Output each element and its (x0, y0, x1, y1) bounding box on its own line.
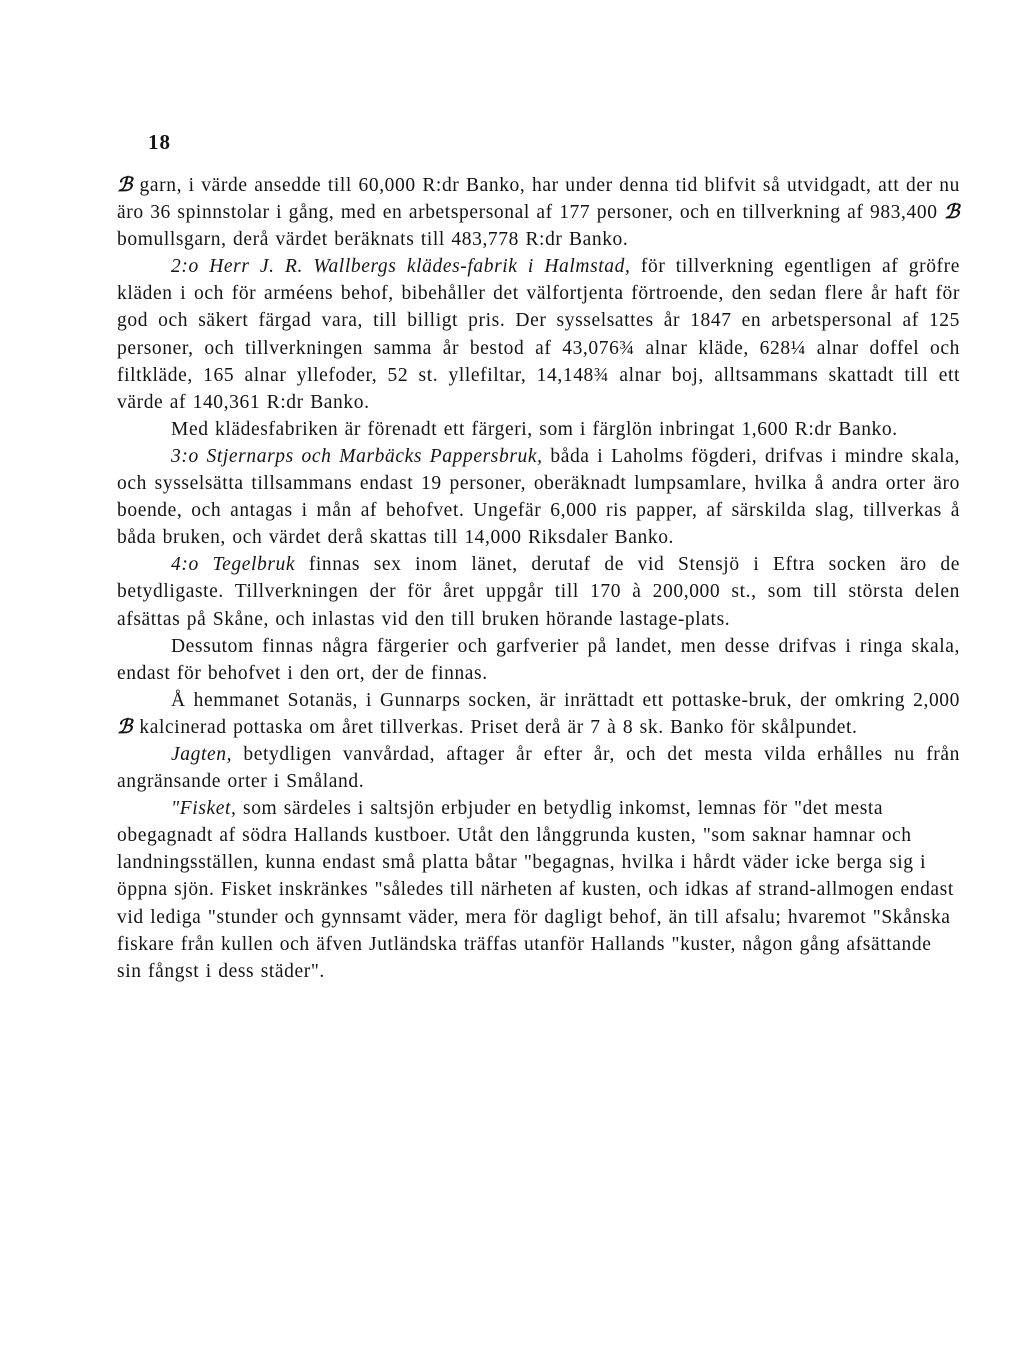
paragraph-fishing-quote (117, 795, 960, 985)
paragraph-lead: Jagten, (171, 743, 233, 765)
paragraph-potash (117, 687, 960, 741)
paragraph-lead: 3:o Stjernarps och Marbäcks Pappersbruk, (171, 445, 543, 467)
paragraph-text: betydligen vanvårdad, aftager år efter år, och det mesta vilda erhålles nu från angränsande orter i Småland. (117, 743, 960, 793)
paragraph-text: Å hemmanet Sotanäs, i Gunnarps socken, är inrättadt ett pottaske-bruk, der omkring 2,000 (171, 689, 960, 711)
paragraph-text: båda i Laholms fögderi, drifvas i mindre skala, och sysselsätta tillsammans endast 19 personer, oberäknadt lumpsamlare, hvilka å andra orter äro boende, och antagas i mån af behofvet. Ungefär 6,000 ris papper, af särskilda slag, tillverkas å båda bruken, och värdet derå skattas till 14,000 Riksdaler Banko. (117, 445, 960, 549)
paragraph-paper-mills (117, 443, 960, 551)
pound-unit-symbol: ℬ (117, 175, 133, 196)
paragraph-text: finnas sex inom länet, derutaf de vid Stensjö i Eftra socken äro de betydligaste. Tillverkningen der för året uppgår till 170 à 200,000 st., som till största delen afsättas på Skåne, och inlastas vid den till bruken hörande lastage-plats. (117, 554, 961, 630)
paragraph-text: kalcinerad pottaska om året tillverkas. Priset derå är 7 à 8 sk. Banko för skålpundet. (139, 716, 858, 738)
page-number: 18 (148, 130, 171, 154)
paragraph-tanneries (117, 633, 960, 687)
paragraph-hunting (117, 741, 960, 795)
pound-unit-symbol: ℬ (944, 202, 960, 224)
paragraph-text: garn, i värde ansedde till 60,000 R:dr Banko, har under denna tid blifvit så utvidgadt, att der nu äro 36 spinnstolar i gång, med en arbetspersonal af 177 personer, och en tillverkning af 983,400 (117, 175, 960, 224)
paragraph-lead: 4:o Tegelbruk (171, 554, 296, 576)
paragraph-lead: 2:o Herr J. R. Wallbergs klädes-fabrik i Halmstad, (171, 256, 631, 278)
paragraph-brickworks (117, 551, 960, 632)
paragraph-text: för tillverkning egentligen af gröfre kläden i och för arméens behof, bibehåller det välfortjenta förtroende, den sedan flere år haft för god och säkert färgad vara, till billigt pris. Der sysselsattes år 1847 en arbetspersonal af 125 personer, och tillverkningen samma år bestod af 43,076¾ alnar kläde, 628¼ alnar doffel och filtkläde, 165 alnar yllefoder, 52 st. yllefiltar, 14,148¾ alnar boj, alltsammans skattadt till ett värde af 140,361 R:dr Banko. (117, 256, 960, 413)
paragraph-cotton-mill (117, 172, 960, 253)
paragraph-lead: "Fisket, (171, 798, 237, 820)
body-text (117, 172, 960, 985)
paragraph-text: Med klädesfabriken är förenadt ett färgeri, som i färglön inbringat 1,600 R:dr Banko. (171, 418, 898, 440)
paragraph-dyeworks (117, 416, 960, 443)
paragraph-cloth-factory (117, 253, 960, 416)
pound-unit-symbol: ℬ (117, 716, 133, 738)
paragraph-text: bomullsgarn, derå värdet beräknats till 483,778 R:dr Banko. (117, 229, 629, 251)
paragraph-text: som särdeles i saltsjön erbjuder en betydlig inkomst, lemnas för "det mesta obegagnadt af södra Hallands kustboer. Utåt den långgrunda kusten, "som saknar hamnar och landningsställen, kunna endast små platta båtar "begagnas, hvilka i hårdt väder icke berga sig i öppna sjön. Fisket inskränkes "således till närheten af kusten, och idkas af strand-allmogen endast vid lediga "stunder och gynnsamt väder, mera för dagligt behof, än till afsalu; hvaremot "Skånska fiskare från kullen och äfven Jutländska träffas utanför Hallands "kuster, någon gång afsättande sin fångst i dess städer". (117, 798, 954, 982)
paragraph-text: Dessutom finnas några färgerier och garfverier på landet, men desse drifvas i ringa skala, endast för behofvet i den ort, der de finnas. (117, 635, 960, 684)
